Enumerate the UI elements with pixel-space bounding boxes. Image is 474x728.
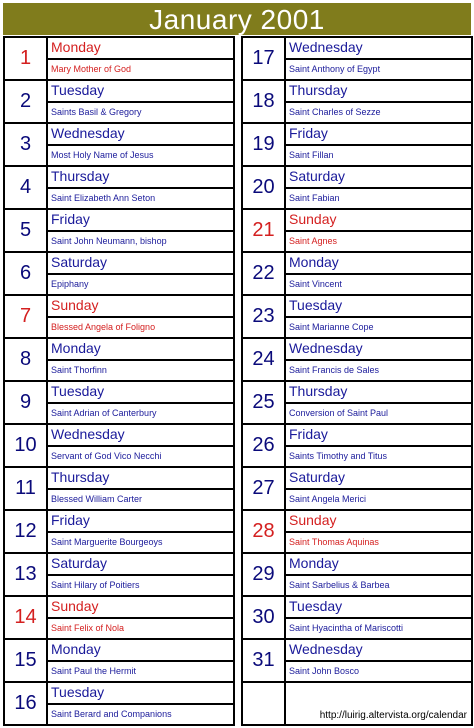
saint-label: Saints Timothy and Titus xyxy=(289,451,388,461)
weekday-label: Wednesday xyxy=(286,38,471,60)
saint-label: Saint Marianne Cope xyxy=(289,322,374,332)
saint-label: Saint Felix of Nola xyxy=(51,623,125,633)
weekday-label: Friday xyxy=(48,511,233,533)
day-info xyxy=(48,167,233,208)
blank-cell xyxy=(243,683,286,724)
saint-label: Saint Anthony of Egypt xyxy=(289,64,381,74)
weekday-label: Sunday xyxy=(48,296,233,318)
weekday-label: Sunday xyxy=(286,210,471,232)
day-row xyxy=(243,210,471,253)
day-number: 27 xyxy=(243,468,286,509)
saint-label: Saint Thorfinn xyxy=(51,365,107,375)
day-number: 30 xyxy=(243,597,286,638)
day-info xyxy=(286,339,471,380)
saint-label: Blessed Angela of Foligno xyxy=(51,322,156,332)
day-number: 25 xyxy=(243,382,286,423)
day-info xyxy=(48,38,233,79)
day-row xyxy=(5,296,233,339)
day-info xyxy=(48,81,233,122)
saint-label: Saint Fabian xyxy=(289,193,340,203)
saint-label: Epiphany xyxy=(51,279,89,289)
day-info xyxy=(286,81,471,122)
day-info xyxy=(286,468,471,509)
saint-label: Saint Francis de Sales xyxy=(289,365,380,375)
calendar-column-left xyxy=(3,36,235,726)
day-number: 18 xyxy=(243,81,286,122)
weekday-label: Tuesday xyxy=(48,81,233,103)
day-info xyxy=(48,511,233,552)
saint-label: Blessed William Carter xyxy=(51,494,143,504)
saint-label: Servant of God Vico Necchi xyxy=(51,451,162,461)
weekday-label: Tuesday xyxy=(286,296,471,318)
day-number: 21 xyxy=(243,210,286,251)
day-number: 8 xyxy=(5,339,48,380)
weekday-label: Thursday xyxy=(48,468,233,490)
weekday-label: Wednesday xyxy=(286,640,471,662)
footer-url-cell xyxy=(286,710,471,724)
day-row xyxy=(243,38,471,81)
day-number: 22 xyxy=(243,253,286,294)
day-info xyxy=(286,382,471,423)
day-row xyxy=(243,124,471,167)
day-row xyxy=(5,597,233,640)
day-info xyxy=(48,124,233,165)
day-number: 3 xyxy=(5,124,48,165)
day-info xyxy=(286,253,471,294)
day-row xyxy=(243,382,471,425)
day-number: 16 xyxy=(5,683,48,724)
footer-url[interactable]: http://luirig.altervista.org/calendar xyxy=(319,710,467,721)
day-row xyxy=(243,339,471,382)
page-title: January 2001 xyxy=(3,3,471,35)
saint-label: Saint John Neumann, bishop xyxy=(51,236,167,246)
day-info xyxy=(286,425,471,466)
weekday-label: Tuesday xyxy=(48,382,233,404)
day-info xyxy=(286,511,471,552)
weekday-label: Saturday xyxy=(286,167,471,189)
saint-label: Saint Thomas Aquinas xyxy=(289,537,379,547)
saint-label: Saint Fillan xyxy=(289,150,334,160)
weekday-label: Tuesday xyxy=(286,597,471,619)
weekday-label: Thursday xyxy=(48,167,233,189)
weekday-label: Monday xyxy=(48,38,233,60)
day-row xyxy=(243,296,471,339)
day-row xyxy=(243,554,471,597)
day-number: 9 xyxy=(5,382,48,423)
weekday-label: Thursday xyxy=(286,382,471,404)
day-number: 31 xyxy=(243,640,286,681)
saint-label: Saint Charles of Sezze xyxy=(289,107,381,117)
saint-label: Saint Sarbelius & Barbea xyxy=(289,580,390,590)
day-row xyxy=(5,253,233,296)
day-info xyxy=(48,253,233,294)
day-row xyxy=(243,511,471,554)
saint-label: Saint Vincent xyxy=(289,279,342,289)
day-number: 6 xyxy=(5,253,48,294)
day-row xyxy=(5,382,233,425)
day-row xyxy=(5,511,233,554)
day-number: 12 xyxy=(5,511,48,552)
day-number: 17 xyxy=(243,38,286,79)
day-row xyxy=(243,597,471,640)
day-number: 4 xyxy=(5,167,48,208)
weekday-label: Friday xyxy=(286,425,471,447)
weekday-label: Saturday xyxy=(48,253,233,275)
day-info xyxy=(48,683,233,724)
day-number: 24 xyxy=(243,339,286,380)
day-row xyxy=(5,683,233,726)
saint-label: Saint Hilary of Poitiers xyxy=(51,580,140,590)
saint-label: Saint Angela Merici xyxy=(289,494,367,504)
day-number: 14 xyxy=(5,597,48,638)
day-info xyxy=(286,210,471,251)
day-row xyxy=(5,124,233,167)
saint-label: Saint Agnes xyxy=(289,236,338,246)
day-number: 29 xyxy=(243,554,286,595)
day-number: 10 xyxy=(5,425,48,466)
day-number: 2 xyxy=(5,81,48,122)
day-info xyxy=(48,296,233,337)
weekday-label: Saturday xyxy=(48,554,233,576)
day-number: 28 xyxy=(243,511,286,552)
day-info xyxy=(286,597,471,638)
weekday-label: Monday xyxy=(48,339,233,361)
saint-label: Saint Berard and Companions xyxy=(51,709,172,719)
day-info xyxy=(286,167,471,208)
weekday-label: Wednesday xyxy=(286,339,471,361)
saint-label: Most Holy Name of Jesus xyxy=(51,150,154,160)
day-row xyxy=(243,425,471,468)
day-info xyxy=(286,38,471,79)
day-row xyxy=(5,167,233,210)
weekday-label: Thursday xyxy=(286,81,471,103)
weekday-label: Friday xyxy=(48,210,233,232)
weekday-label: Monday xyxy=(48,640,233,662)
weekday-label: Sunday xyxy=(48,597,233,619)
day-row xyxy=(5,554,233,597)
day-row xyxy=(5,38,233,81)
day-info xyxy=(48,339,233,380)
saint-label: Saint Marguerite Bourgeoys xyxy=(51,537,163,547)
saint-label: Conversion of Saint Paul xyxy=(289,408,389,418)
footer-row xyxy=(243,683,471,726)
day-row xyxy=(5,339,233,382)
day-row xyxy=(5,81,233,124)
day-row xyxy=(5,640,233,683)
weekday-label: Wednesday xyxy=(48,124,233,146)
day-row xyxy=(243,468,471,511)
day-number: 23 xyxy=(243,296,286,337)
weekday-label: Monday xyxy=(286,554,471,576)
saint-label: Saint Elizabeth Ann Seton xyxy=(51,193,156,203)
day-info xyxy=(48,382,233,423)
day-row xyxy=(243,81,471,124)
saint-label: Mary Mother of God xyxy=(51,64,132,74)
day-info xyxy=(48,425,233,466)
day-info xyxy=(286,554,471,595)
saint-label: Saint Hyacintha of Mariscotti xyxy=(289,623,404,633)
weekday-label: Friday xyxy=(286,124,471,146)
saint-label: Saints Basil & Gregory xyxy=(51,107,142,117)
day-number: 20 xyxy=(243,167,286,208)
day-number: 26 xyxy=(243,425,286,466)
day-info xyxy=(48,210,233,251)
day-row xyxy=(5,425,233,468)
weekday-label: Wednesday xyxy=(48,425,233,447)
day-info xyxy=(48,554,233,595)
weekday-label: Sunday xyxy=(286,511,471,533)
day-info xyxy=(286,124,471,165)
day-info xyxy=(286,640,471,681)
day-row xyxy=(243,167,471,210)
day-info xyxy=(48,640,233,681)
day-number: 11 xyxy=(5,468,48,509)
day-number: 5 xyxy=(5,210,48,251)
saint-label: Saint John Bosco xyxy=(289,666,360,676)
day-number: 19 xyxy=(243,124,286,165)
weekday-label: Saturday xyxy=(286,468,471,490)
day-row xyxy=(243,253,471,296)
weekday-label: Monday xyxy=(286,253,471,275)
day-number: 13 xyxy=(5,554,48,595)
day-info xyxy=(48,468,233,509)
weekday-label: Tuesday xyxy=(48,683,233,705)
calendar-column-right xyxy=(241,36,473,726)
day-number: 1 xyxy=(5,38,48,79)
day-row xyxy=(5,210,233,253)
day-info xyxy=(286,296,471,337)
saint-label: Saint Adrian of Canterbury xyxy=(51,408,157,418)
saint-label: Saint Paul the Hermit xyxy=(51,666,137,676)
day-row xyxy=(243,640,471,683)
day-number: 15 xyxy=(5,640,48,681)
day-number: 7 xyxy=(5,296,48,337)
day-row xyxy=(5,468,233,511)
day-info xyxy=(48,597,233,638)
